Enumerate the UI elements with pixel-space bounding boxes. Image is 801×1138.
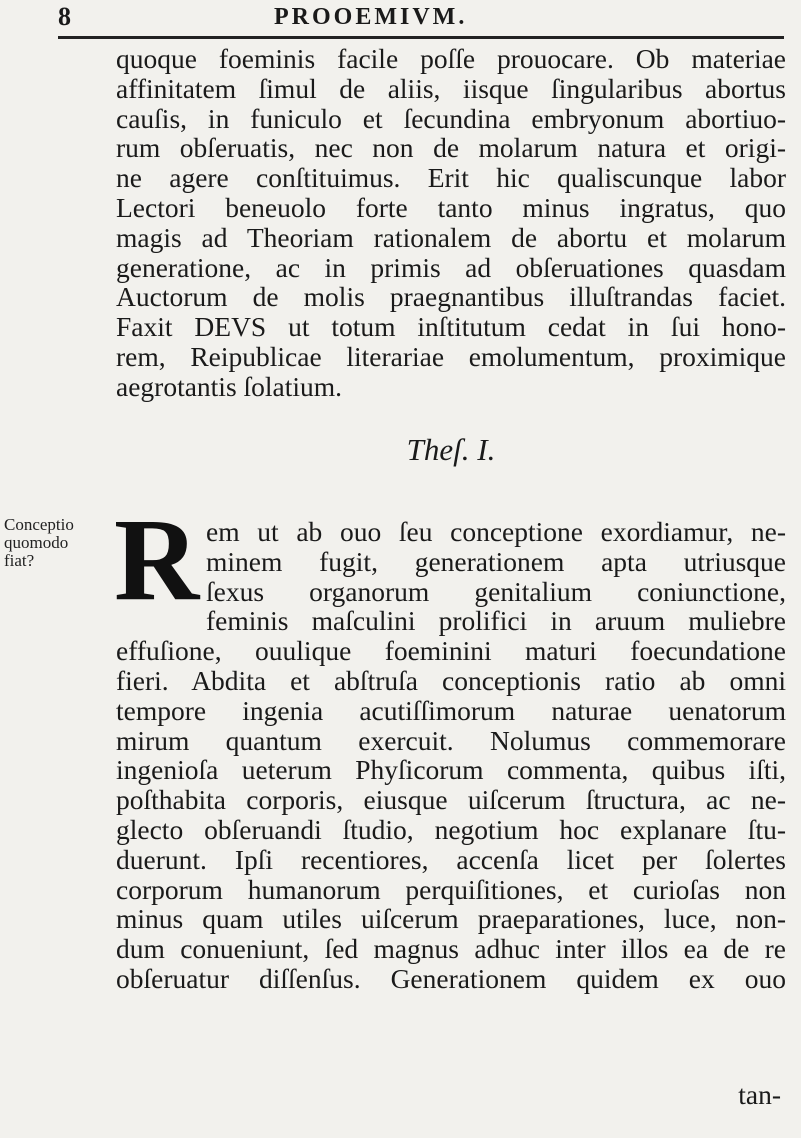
text-line: Auctorum de molis praegnantibus illuſtrandas faciet. [116,281,786,313]
text-line: rum obſeruatis, nec non de molarum natura et origi- [116,132,786,164]
text-line: poſthabita corporis, eiusque uiſcerum ſtructura, ac ne- [116,784,786,816]
margin-note [4,516,104,570]
margin-note-line: Conceptio [4,515,74,534]
thesis-paragraph [116,517,786,994]
text-line: effuſione, ouulique foeminini maturi foecundatione [116,635,786,667]
text-line: tempore ingenia acutiſſimorum naturae uenatorum [116,694,786,726]
thesis-heading: Theſ. I. [406,432,496,467]
text-line: minem fugit, generationem apta utriusque [206,545,786,577]
text-line: duerunt. Ipſi recentiores, accenſa licet per ſolertes [116,843,786,875]
text-line: quoque foeminis facile poſſe prouocare. Ob materiae [116,43,786,74]
running-head: PROOEMIVM. [274,4,468,30]
text-line: cauſis, in funiculo et ſecundina embryonum abortiuo- [116,102,786,134]
intro-paragraph [116,44,786,402]
header-rule [58,36,784,39]
text-line: ſexus organorum genitalium coniunctione, [206,575,786,607]
text-line: magis ad Theoriam rationalem de abortu et molarum [116,221,786,253]
text-line: minus quam utiles uiſcerum praeparationes, luce, non- [116,903,786,935]
page-header [58,2,788,38]
text-line: glecto obſeruandi ſtudio, negotium hoc explanare ſtu- [116,813,786,845]
text-line: em ut ab ouo ſeu conceptione exordiamur, ne- [206,516,786,547]
text-line: feminis maſculini prolifici in aruum muliebre [206,605,786,637]
text-line: Lectori beneuolo forte tanto minus ingratus, quo [116,191,786,223]
text-line: corporum humanorum perquiſitiones, et curioſas non [116,873,786,905]
catchword: tan- [738,1079,781,1110]
text-line: affinitatem ſimul de aliis, iisque ſingularibus abortus [116,72,786,104]
text-line: ingenioſa ueterum Phyſicorum commenta, quibus iſti, [116,754,786,786]
text-line: obſeruatur diſſenſus. Generationem quidem ex ouo [116,962,786,994]
margin-note-line: fiat? [4,551,35,570]
text-line: ne agere conſtituimus. Erit hic qualiscunque labor [116,162,786,194]
text-line: fieri. Abdita et abſtruſa conceptionis ratio ab omni [116,664,786,696]
text-line: Faxit DEVS ut totum inſtitutum cedat in ſui hono- [116,311,786,343]
text-line: generatione, ac in primis ad obſeruationes quasdam [116,251,786,283]
page-number: 8 [58,2,71,31]
margin-note-line: quomodo [4,533,69,552]
text-line: dum conueniunt, ſed magnus adhuc inter illos ea de re [116,933,786,965]
text-line: aegrotantis ſolatium. [116,370,343,402]
text-line: mirum quantum exercuit. Nolumus commemorare [116,724,786,756]
drop-cap: R [114,494,200,625]
text-line: rem, Reipublicae literariae emolumentum, proximique [116,340,786,372]
